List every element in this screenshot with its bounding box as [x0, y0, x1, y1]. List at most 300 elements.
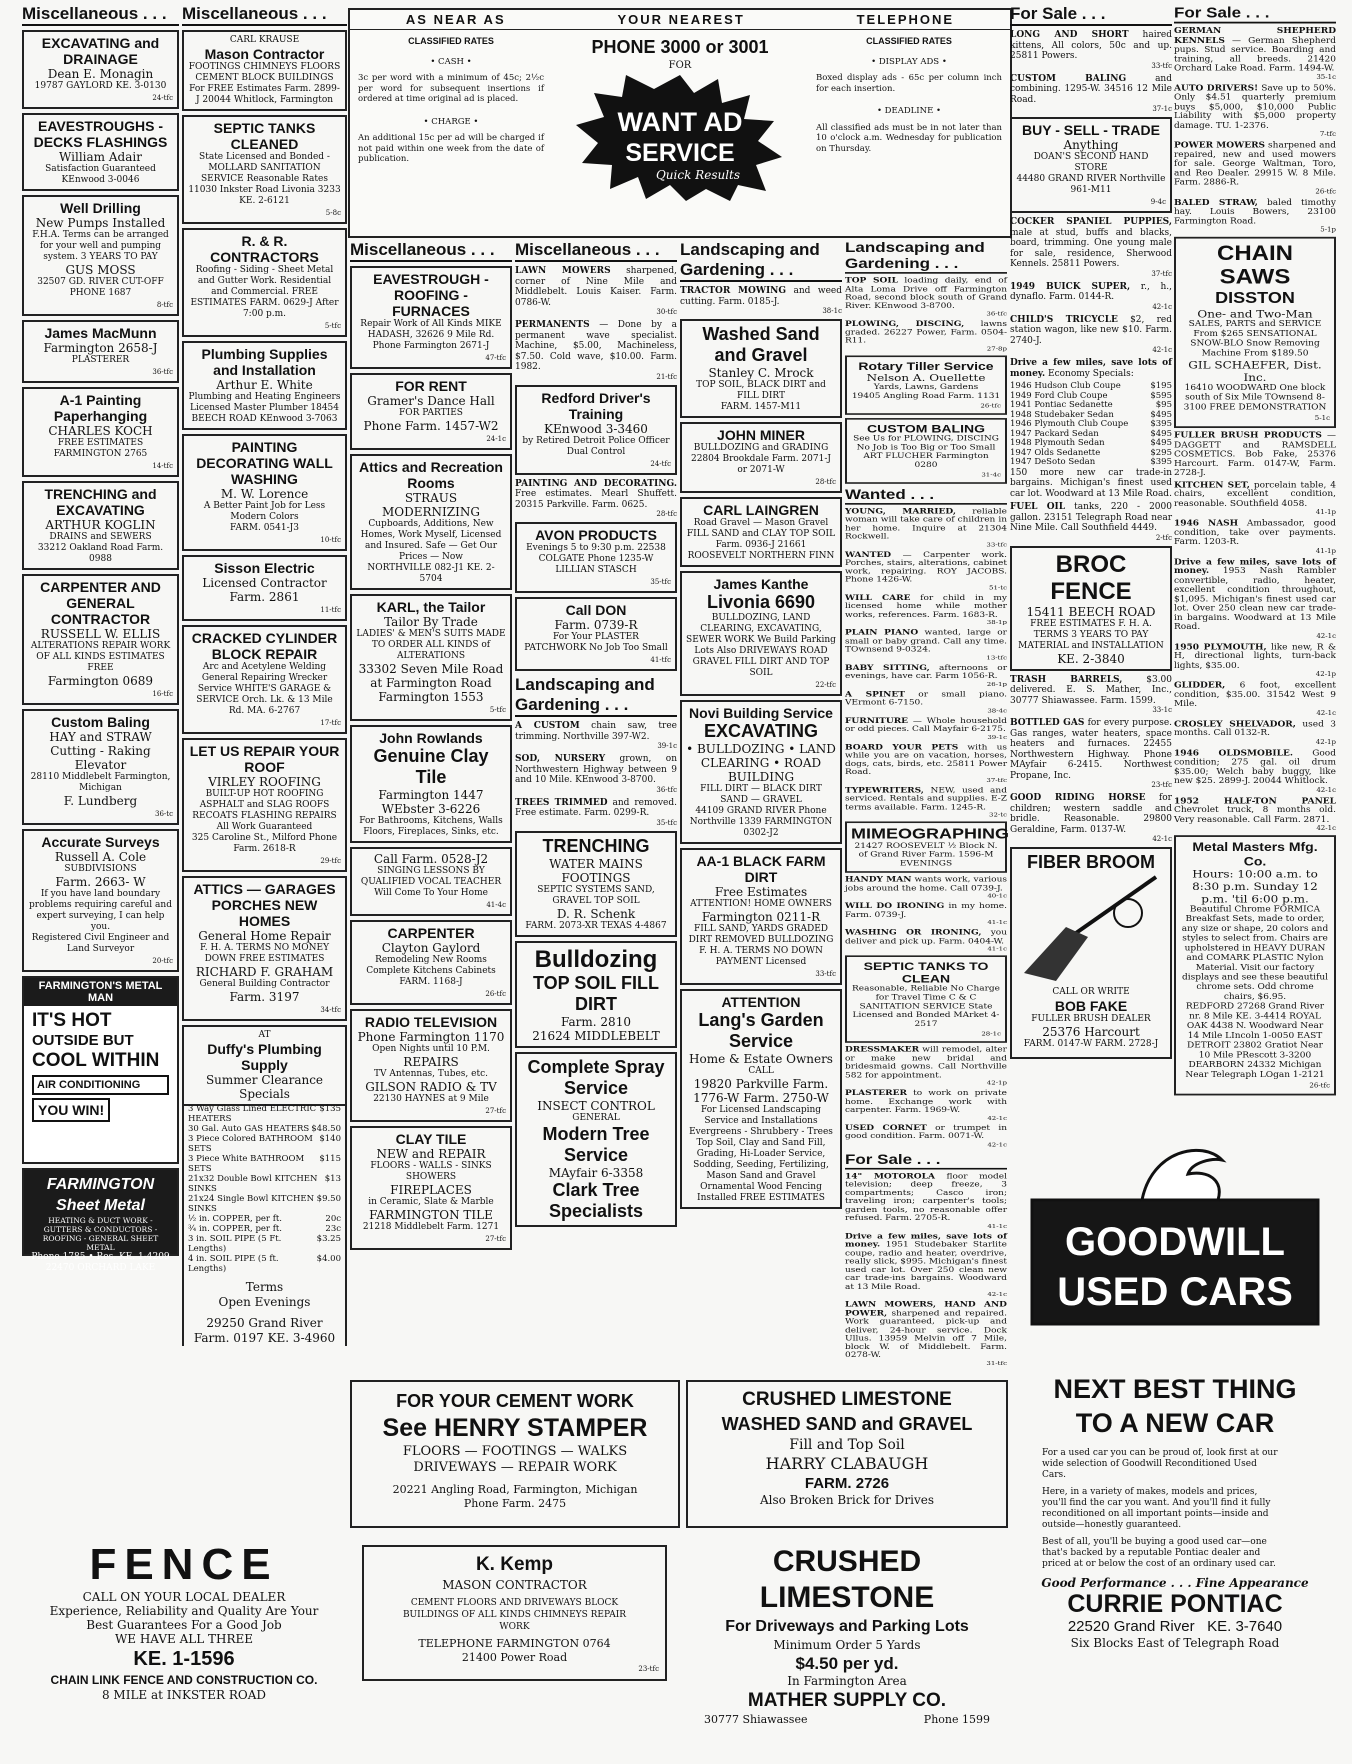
- classified-text: Chevrolet truck, 8 months old. Very reasonable. Call Farm. 2871.: [1174, 805, 1336, 825]
- classified-keyword: PAINTING AND DECORATING.: [515, 478, 677, 489]
- price-row: [188, 1134, 341, 1154]
- ad-text: Beautiful Chrome FORMICA Breakfast Sets, made to order, any size or shape, 20 colors and styles to select from. Chairs are upholstered in HEAVY DURAN and COMARK PLASTIC Nylon Material. Visit our factory displays and see these beautiful chrome sets. Odd chrome chairs, $6.95.: [1181, 905, 1329, 1002]
- ad-text: Satisfaction Guaranteed: [45, 164, 156, 174]
- clabaugh-ad: [686, 1380, 1008, 1528]
- ad-box: [182, 625, 347, 734]
- section-heading: Landscaping and Gardening . . .: [515, 675, 677, 717]
- classified-tag: 39-1c: [657, 742, 677, 750]
- ad-title: Accurate Surveys: [41, 834, 160, 850]
- ad-box: [350, 373, 512, 450]
- ad-box: [22, 709, 179, 825]
- ad-text: Licensed Master Plumber 18454 BEECH ROAD KEnwood 3-7063: [189, 403, 340, 424]
- fiber-broom-ad: [1010, 847, 1172, 1059]
- classified-keyword: FULLER BRUSH PRODUCTS: [1174, 431, 1322, 441]
- want-ad-center: [550, 34, 810, 207]
- sheet-metal-ad: [22, 1168, 179, 1273]
- price-value: $13: [324, 1174, 341, 1184]
- ad-title: EAVESTROUGH - ROOFING - FURNACES: [373, 271, 489, 319]
- ad-line: New Pumps Installed: [35, 216, 166, 230]
- ad-kicker: CARL KRAUSE: [229, 35, 300, 45]
- classified-tag: 42-1c: [1316, 632, 1336, 640]
- ad-text: Also Broken Brick for Drives: [759, 1493, 935, 1507]
- ad-box: [845, 355, 1007, 414]
- ad-text: FREE ESTIMATES: [57, 438, 144, 448]
- broom-bristles: [1024, 927, 1088, 981]
- ad-title: Sisson Electric: [214, 560, 315, 576]
- rates-text: An additional 15c per ad will be charged if not paid within one week from the date of publication.: [358, 133, 544, 164]
- ad-text: 22130 HAYNES at 9 Mile: [373, 1094, 489, 1104]
- ad-text: FLOORS - WALLS - SINKS SHOWERS: [370, 1161, 492, 1182]
- ad-title: Duffy's Plumbing Supply: [207, 1041, 322, 1073]
- ad-phone: KE. 1-1596: [133, 1648, 235, 1670]
- ad-line: Gramer's Dance Hall: [367, 394, 495, 408]
- ad-text: 16410 WOODWARD One block south of Six Mile TOwnsend 8-3100 FREE DEMONSTRATION: [1183, 383, 1327, 413]
- ad-title: Plumbing Supplies and Installation: [201, 346, 328, 378]
- classified-text: in my home. Farm. 0739-J.: [845, 902, 1007, 919]
- ad-text: Open Nights until 10 P.M.: [372, 1044, 490, 1054]
- ad-title: CRUSHED LIMESTONE: [742, 1389, 952, 1410]
- ad-text: SUBDIVISIONS: [64, 864, 137, 874]
- classified-keyword: SOD, NURSERY: [515, 754, 606, 764]
- dealer-name: CURRIE PONTIAC: [1067, 1590, 1283, 1618]
- ad-text: CEMENT FLOORS AND DRIVEWAYS BLOCK BUILDINGS OF ALL KINDS CHIMNEYS REPAIR WORK: [402, 1598, 627, 1632]
- classified-keyword: 1946 NASH: [1174, 519, 1239, 529]
- column-6: [845, 240, 1010, 1370]
- metal-man-line: IT'S HOT: [32, 1010, 112, 1031]
- classified-text: for every purpose. Gas ranges, water heaters, space heaters and furnaces. 22455 Northwestern Highway. Phone MAyfair 6-2415. Northwest Propane, Inc.: [1010, 718, 1172, 781]
- classified-text: baled timothy hay. Louis Bowers, 23100 Farmington Road.: [1174, 198, 1336, 226]
- ad-box: [515, 522, 677, 593]
- classified-ad: [1174, 643, 1336, 679]
- ad-text: DRAINS and SEWERS: [49, 532, 152, 542]
- ad-box: [515, 831, 677, 937]
- ad-tag: 29-tfc: [320, 857, 341, 865]
- goodwill-headline: TO A NEW CAR: [1075, 1408, 1275, 1438]
- ad-title: Lang's Garden Service: [698, 1010, 824, 1051]
- car-price: $95: [1155, 400, 1172, 410]
- ad-text: SALES, PARTS and SERVICE From $265 SENSATIONAL SNOW-BLO Snow Removing Machine From $189.50: [1188, 320, 1322, 359]
- classified-text: for children; western saddle and bridle. Reasonable. 29800 Geraldine, Farm. 0137-W.: [1010, 793, 1172, 835]
- rates-text: All classified ads must be in not later than 10 o'clock a.m. Wednesday for publication on Thursday.: [816, 122, 1002, 154]
- classified-tag: 42-1p: [1315, 738, 1336, 746]
- ad-title: EXCAVATING: [703, 721, 818, 741]
- ad-text: CALL OR WRITE: [1052, 987, 1130, 997]
- classified-text: r., h., dynaflo. Farm. 0144-R.: [1010, 281, 1172, 302]
- classified-ad: [845, 787, 1007, 819]
- ad-line: 15411 BEECH ROAD: [1026, 604, 1156, 619]
- ad-box: [350, 454, 512, 590]
- column-1: [22, 4, 179, 1273]
- ad-title: Mason Contractor: [204, 46, 325, 62]
- ad-title: CARPENTER AND GENERAL CONTRACTOR: [40, 579, 161, 627]
- ad-line: Russell A. Cole: [54, 850, 147, 864]
- classified-ad: [845, 277, 1007, 318]
- ad-text: ALTERATIONS REPAIR WORK OF ALL KINDS ESTIMATES FREE: [30, 641, 171, 673]
- classified-tag: 21-tfc: [656, 372, 677, 381]
- car-model: 1947 Olds Sedanette: [1010, 447, 1101, 458]
- classified-tag: 7-tfc: [1319, 130, 1336, 138]
- ad-title: John Rowlands: [379, 730, 483, 746]
- classified-text: chain saw, tree trimming. Northville 397-W2.: [515, 721, 677, 742]
- goodwill-ad: [1012, 1110, 1338, 1650]
- ad-text: Experience, Reliability and Quality Are Your Best Guarantees For a Good Job: [49, 1604, 319, 1632]
- classified-tag: 42-1c: [987, 1291, 1007, 1298]
- classified-keyword: DRESSMAKER: [845, 1046, 920, 1055]
- classified-ad: [680, 286, 842, 316]
- rates-text: 3c per word with a minimum of 45c; 2½c per word for subsequent insertions if ordered at time original ad is placed.: [358, 73, 544, 104]
- ad-subtitle: WASHED SAND and GRAVEL: [721, 1414, 973, 1434]
- ad-address: 22470 ORCHARD LAKE: [45, 1263, 156, 1273]
- ad-box: [515, 941, 677, 1048]
- classified-ad: [1010, 282, 1172, 312]
- ad-line: Farm. 2861: [229, 590, 300, 604]
- ad-title: BUY - SELL - TRADE: [1022, 122, 1160, 138]
- ad-line: Call Farm. 0528-J2: [373, 852, 489, 866]
- price-value: $135: [319, 1104, 341, 1114]
- broom-badge: [1114, 899, 1142, 927]
- ad-text: BULLDOZING, LAND CLEARING, EXCAVATING, SEWER WORK We Build Parking Lots Also DRIVEWAYS ROAD GRAVEL FILL DIRT AND TOP SOIL: [686, 613, 836, 678]
- ad-title: Complete Spray Service: [527, 1056, 665, 1098]
- ad-address: 8 MILE at INKSTER ROAD: [101, 1688, 266, 1702]
- price-item: 21x24 Single Bowl KITCHEN SINKS: [188, 1194, 315, 1214]
- ad-kicker: AT: [258, 1030, 271, 1040]
- ad-line: Farmington 1447 WEbster 3-6226: [378, 788, 484, 816]
- column-3: [350, 240, 512, 1254]
- ad-title: ATTICS — GARAGES PORCHES NEW HOMES: [193, 881, 336, 929]
- ad-box: [1174, 835, 1336, 1095]
- ad-line: M. W. Lorence: [220, 487, 309, 501]
- ad-tag: 33-tfc: [815, 970, 836, 978]
- ad-box: [680, 700, 842, 844]
- ad-box: [22, 320, 179, 383]
- ad-box: [680, 319, 842, 418]
- ad-title: AA-1 BLACK FARM DIRT: [696, 853, 826, 885]
- ad-box: [22, 481, 179, 570]
- classified-text: wanted, large or small or baby grand. Call any time. TOwnsend 9-0324.: [845, 628, 1007, 654]
- ad-box: [1010, 546, 1172, 671]
- rates-left: [358, 36, 544, 165]
- classified-tag: 32-tc: [988, 811, 1007, 819]
- classified-text: Save up to 50%. Only $4.51 quarterly premium buys $5,000, $10,000 Public Liability with $5,000 property damage. TU. 1-2376.: [1174, 84, 1336, 131]
- ad-box: [680, 497, 842, 567]
- ad-text: FARM. 0541-J3: [230, 523, 299, 533]
- price-item: 30 Gal. Auto GAS HEATERS: [188, 1124, 310, 1134]
- ad-text: PLASTERER: [71, 355, 130, 365]
- ad-box: [22, 829, 179, 972]
- ad-line: William Adair: [59, 150, 142, 164]
- ad-text: FULLER BRUSH DEALER: [1031, 1014, 1151, 1024]
- kemp-ad: [362, 1545, 667, 1681]
- ad-tag: 35-tfc: [650, 578, 671, 586]
- classified-text: and removed. Free estimate. Farm. 0299-R.: [515, 797, 677, 818]
- column-7: [1010, 4, 1172, 1063]
- price-item: 3 in. SOIL PIPE (5 Ft. Lengths): [188, 1234, 282, 1254]
- metal-man-title: FARMINGTON'S METAL MAN: [24, 978, 177, 1006]
- ad-line: Farmington 0689: [47, 674, 154, 688]
- ad-box: [350, 920, 512, 1005]
- classified-text: like new, R & H, directional lights, turn-back lights, $35.00.: [1174, 642, 1336, 671]
- classified-ad: [1174, 198, 1336, 234]
- ad-tag: 5-1c: [1314, 414, 1330, 422]
- ad-text: No Job is Too Big or Too Small ART FLUCHER Farmington 0280: [856, 443, 996, 469]
- classified-keyword: 14" MOTOROLA: [845, 1172, 935, 1181]
- classified-tag: 26-tfc: [1315, 187, 1336, 195]
- ad-text: State Licensed and Bonded - MOLLARD SANITATION SERVICE Reasonable Rates 11030 Inkster Road Livonia 3233 KE. 2-6121: [188, 152, 341, 206]
- classified-tag: 42-1c: [987, 1141, 1007, 1148]
- ad-text: 19405 Angling Road Farm. 1131: [851, 391, 1001, 400]
- classified-text: for child in my licensed home while mother works, references. Farm. 1683-R.: [845, 594, 1007, 619]
- price-row: [188, 1194, 341, 1214]
- ad-tag: 26-tfc: [1309, 1082, 1330, 1090]
- ad-tag: 36-tc: [154, 810, 173, 818]
- ad-text: For Licensed Landscaping Service and Installations Evergreens - Shrubbery - Trees Top Soil, Clay and Sand Fill, Grading, Hi-Loader Service, Sodding, Seeding, Fertilizing, Mason Sand and Gravel Ornamental Wood Fencing Installed FREE ESTIMATES: [689, 1105, 833, 1203]
- ad-tag: 47-tfc: [485, 354, 506, 362]
- ad-title: James Kanthe: [713, 576, 809, 592]
- car-price: $295: [1150, 447, 1172, 458]
- classified-keyword: WANTED: [845, 550, 892, 559]
- ad-tag: 26-tfc: [980, 402, 1001, 409]
- classified-tag: 42-1c: [1316, 824, 1336, 832]
- classified-text: 1953 Nash Rambler convertible, radio, heater, excellent condition throughout, $1,095. Michigan's finest used car lot. Over 250 clean new car trade-in bargains. Woodward at 13 Mile Road.: [1174, 566, 1336, 632]
- ad-box: [845, 821, 1010, 872]
- classified-keyword: GERMAN SHEPHERD KENNELS: [1174, 27, 1336, 46]
- classified-text: Free estimates. Mearl Shuffett. 20315 Parkville. Farm. 0625.: [515, 489, 677, 510]
- service-text: SERVICE: [625, 139, 735, 167]
- dealer-address: 22520 Grand River: [1067, 1618, 1195, 1635]
- classified-text: haired kittens, All colors, 50c and up. 25811 Powers.: [1010, 30, 1172, 61]
- classified-text: — DAGGETT and RAMSDELL COSMETICS. Bob Fake, 25376 Harcourt. Farm. 0147-W, Farm. 2728-J.: [1174, 431, 1336, 478]
- classified-text: afternoons or evenings, have car. Farm 1056-R.: [845, 663, 1007, 681]
- classified-keyword: 1949 BUICK SUPER,: [1010, 281, 1131, 292]
- classified-text: you deliver and pick up. Farm. 0404-W.: [845, 928, 1007, 946]
- goodwill-paragraph: Here, in a variety of makes, models and prices, you'll find the car you want. And you'll find it fully reconditioned on all important points—inside and outside—honestly guaranteed.: [1042, 1487, 1271, 1530]
- ad-text: Repair Work of All Kinds MIKE HADASH, 32626 9 Mile Rd. Phone Farmington 2671-J: [360, 319, 502, 351]
- classified-text: 1951 Studebaker Starlite coupe, radio and heater, overdrive, really slick, $995. Michigan's finest used car lot. Over 250 clean new car trade-ins bargains. Woodward at 13 Mile Road.: [845, 1240, 1007, 1292]
- classified-text: tanks, 220 - 2000 gallon. 23151 Telegraph Road near Nine Mile. Call Southfield 4449.: [1010, 502, 1172, 533]
- rates-label: • CHARGE •: [423, 116, 479, 127]
- price-row: [188, 1214, 341, 1224]
- metal-man-line: YOU WIN!: [32, 1098, 110, 1122]
- classified-ad: [1174, 681, 1336, 717]
- ad-text: REDFORD 27268 Grand River nr. 8 Mile KE. 3-4414 ROYAL OAK 4438 N. Woodward Near 14 Mile LIncoln 1-0050 EAST DETROIT 23802 Gratiot Near 10 Mile PRescott 3-3200 DEARBORN 24332 Michigan Near Telegraph LOgan 1-2121: [1185, 1002, 1325, 1080]
- duffy-open: Open Evenings: [218, 1295, 311, 1309]
- ad-subtitle: MASON CONTRACTOR: [442, 1578, 587, 1592]
- ad-text: FILL DIRT — BLACK DIRT SAND — GRAVEL: [700, 784, 822, 805]
- ad-text: FILL SAND, YARDS GRADED DIRT REMOVED BULLDOZING: [688, 924, 834, 945]
- ad-address: 25376 Harcourt: [1042, 1025, 1140, 1039]
- classified-text: will remodel, alter or make new bridal and bridesmaid gowns. Call Northville 582 for appointment.: [845, 1046, 1007, 1080]
- metal-man-line: AIR CONDITIONING: [32, 1075, 169, 1095]
- metal-man-line: OUTSIDE BUT: [32, 1032, 134, 1049]
- classified-tag: 42-1p: [986, 1079, 1007, 1087]
- ad-text: DOAN'S SECOND HAND STORE: [1033, 152, 1149, 173]
- classified-keyword: YOUNG, MARRIED,: [845, 507, 956, 516]
- classified-keyword: LAWN MOWERS: [515, 266, 611, 276]
- want-ad-starburst: [570, 73, 790, 203]
- classified-keyword: POWER MOWERS: [1174, 141, 1266, 151]
- classified-tag: 28-tfc: [656, 510, 677, 518]
- classified-ad: [845, 594, 1007, 626]
- classified-tag: 40-1c: [987, 892, 1007, 900]
- ad-line: Farmington 0211-R: [701, 910, 821, 924]
- classified-keyword: TRACTOR MOWING: [680, 286, 787, 296]
- ad-title: FOR YOUR CEMENT WORK: [396, 1391, 634, 1411]
- classified-ad: [1174, 558, 1336, 640]
- ad-text: LADIES' & MEN'S SUITS MADE TO ORDER ALL KINDS of ALTERATIONS: [356, 629, 506, 661]
- price-row: [188, 1154, 341, 1174]
- ad-title: Attics and Recreation Rooms: [359, 459, 503, 491]
- ad-line: • BULLDOZING • LAND CLEARING • ROAD BUILDING: [686, 742, 836, 784]
- ad-title: FARMINGTON Sheet Metal: [46, 1176, 155, 1214]
- classified-keyword: TRASH BARRELS,: [1010, 674, 1123, 685]
- classified-keyword: BOTTLED GAS: [1010, 718, 1085, 728]
- ad-box: [350, 594, 512, 721]
- ad-box: [22, 195, 179, 316]
- ad-text: Road Gravel — Mason Gravel FILL SAND and CLAY TOP SOIL: [686, 518, 836, 539]
- classified-ad: [1174, 432, 1336, 478]
- classified-keyword: PLAIN PIANO: [845, 628, 919, 637]
- classified-ad: [1174, 481, 1336, 517]
- quick-results-text: Quick Results: [655, 168, 741, 182]
- ad-text: 325 Caroline St., Milford Phone Farm. 2618-R: [191, 833, 338, 854]
- column-4: [515, 240, 677, 1231]
- classified-text: to work on private home. Exchange work with carpenter. Farm. 1969-W.: [845, 1089, 1007, 1115]
- ad-title: Novi Building Service: [689, 705, 833, 721]
- ad-line: WATER MAINS FOOTINGS: [549, 856, 643, 885]
- ad-address: 21400 Power Road: [461, 1651, 568, 1664]
- duffy-terms: Terms: [245, 1280, 284, 1294]
- classified-tag: 39-1c: [987, 733, 1007, 741]
- ad-phone: Phone 1785 • Res. KE. 1-4209: [31, 1252, 170, 1262]
- classified-tag: 27-8p: [986, 345, 1007, 352]
- column-2: [182, 4, 347, 1346]
- classified-ad: [515, 754, 677, 795]
- classified-keyword: TOP SOIL: [845, 276, 898, 285]
- ad-title: TOP SOIL FILL DIRT: [532, 972, 660, 1014]
- ad-title: Well Drilling: [60, 200, 141, 216]
- classified-keyword: Drive a few miles, save lots of money.: [1010, 358, 1172, 379]
- classified-ad: [845, 664, 1007, 688]
- classified-ad: [1010, 675, 1172, 716]
- ad-title: LET US REPAIR YOUR ROOF: [189, 743, 340, 775]
- price-row: [188, 1234, 341, 1254]
- ad-box: [350, 1009, 512, 1122]
- ad-title: ATTENTION: [721, 994, 801, 1010]
- ad-title: PAINTING DECORATING WALL WASHING: [196, 439, 333, 487]
- classified-keyword: 1946 OLDSMOBILE.: [1174, 748, 1293, 758]
- ad-tag: 11-tfc: [320, 606, 341, 614]
- classified-keyword: WILL DO IRONING: [845, 902, 945, 911]
- ad-line: Tailor By Trade: [384, 615, 478, 629]
- ad-text: NORTHVILLE 082-J1 KE. 2-5704: [367, 563, 495, 584]
- ad-tag: 41-4c: [486, 901, 506, 909]
- classified-ad: [845, 1232, 1007, 1298]
- classified-tag: 33-tfc: [986, 541, 1007, 548]
- duffy-address: 29250 Grand River: [206, 1316, 323, 1330]
- rates-label: • CASH •: [430, 56, 472, 67]
- classified-ad: [515, 721, 677, 751]
- classified-tag: 41-1c: [987, 945, 1007, 953]
- classified-tag: 51-tc: [988, 584, 1007, 591]
- ad-box: [182, 228, 347, 337]
- ad-text: FARM. 1457-M11: [720, 402, 802, 412]
- ad-title: Custom Baling: [51, 714, 150, 730]
- car-price-list: [1010, 382, 1172, 468]
- classified-text: loading daily, end of Alta Loma Drive off Farmington Road, second block south of Grand River. KEnwood 3-8700.: [845, 276, 1007, 311]
- ad-line: FIREPLACES: [390, 1183, 472, 1197]
- ad-line: Nelson A. Ouellette: [866, 371, 986, 384]
- ad-title: CHAIN SAWS: [1217, 241, 1293, 290]
- classified-text: — German Shepherd pups. Stud service. Boarding and training, all breeds. 21420 Orchard Lake Road. Farm. 1494-W.: [1174, 36, 1336, 74]
- price-item: 3 Piece Colored BATHROOM SETS: [188, 1134, 313, 1154]
- ad-box: [680, 848, 842, 985]
- ad-tag: 26-tfc: [485, 990, 506, 998]
- ad-text: FOR PARTIES: [399, 408, 463, 418]
- ad-text: Remodeling New Rooms Complete Kitchens Cabinets: [366, 955, 496, 976]
- ad-line: HAY and STRAW Cutting - Raking Elevator: [49, 730, 152, 772]
- ad-text: Yards, Lawns, Gardens: [873, 383, 979, 392]
- classified-text: or trumpet in good condition. Farm. 0071-W.: [845, 1124, 1007, 1141]
- ad-box: [182, 555, 347, 621]
- classified-ad: [1174, 519, 1336, 555]
- ad-box: [22, 113, 179, 191]
- ad-text: Arc and Acetylene Welding General Repairing Wrecker Service WHITE'S GARAGE & SERVICE Orch. Lk. & 13 Mile Rd. MA. 6-2767: [196, 662, 333, 716]
- ad-line: GUS MOSS: [65, 263, 136, 277]
- duffy-phone: Farm. 0197 KE. 3-4960: [193, 1331, 336, 1345]
- price-row: [188, 1174, 341, 1194]
- price-value: $115: [319, 1154, 341, 1164]
- classified-tag: 42-1c: [1152, 835, 1172, 843]
- ad-title: FOR RENT: [395, 378, 467, 394]
- ad-line: GILSON RADIO & TV: [365, 1080, 497, 1094]
- ad-box: [182, 341, 347, 430]
- ad-box: [680, 571, 842, 696]
- classified-ad: [1174, 749, 1336, 794]
- starburst-shape: [576, 75, 782, 201]
- classified-tag: 36-tfc: [656, 785, 677, 794]
- classified-ad: [515, 479, 677, 520]
- ad-box: [350, 725, 512, 843]
- classified-tag: 42-1c: [1316, 709, 1336, 717]
- classified-text: sharpened, corner of Nine Mile and Middlebelt. Louis Kaiser. Farm. 0786-W.: [515, 266, 677, 308]
- ad-box: [845, 955, 1007, 1042]
- ad-line: Phone Farmington 1170: [357, 1030, 505, 1044]
- ad-text: Farm. 0936-J 21661 ROOSEVELT NORTHERN FINN: [687, 540, 835, 561]
- ad-phone: Phone 1599: [923, 1713, 990, 1726]
- classified-ad: [845, 690, 1007, 714]
- classified-tag: 33-tfc: [1151, 61, 1172, 70]
- ad-text: 28110 Middlebelt Farmington, Michigan: [30, 772, 171, 793]
- goodwill-paragraph: For a used car you can be proud of, look first at our wide selection of Goodwill Reconditioned Used Cars.: [1042, 1448, 1278, 1480]
- classified-text: 6 foot, excellent condition, $35.00. 31542 West 9 Mile.: [1174, 681, 1336, 709]
- section-heading: Wanted . . .: [845, 487, 1007, 505]
- ad-title: R. & R. CONTRACTORS: [210, 233, 319, 265]
- ad-tag: 14-tfc: [152, 462, 173, 470]
- classified-text: Good condition; 275 gal. oil drum $35.00; Welch baby buggy, like new $25. 2899-J. 20044 Whitlock.: [1174, 748, 1336, 786]
- classified-ad: [1010, 315, 1172, 356]
- classified-text: used 3 months. Call 0132-R.: [1174, 719, 1336, 738]
- ad-line: CHARLES KOCH: [48, 424, 153, 438]
- ad-title: Genuine Clay Tile: [373, 746, 489, 787]
- metal-man-line: COOL WITHIN: [32, 1050, 160, 1071]
- ad-company: CHAIN LINK FENCE AND CONSTRUCTION CO.: [50, 1673, 318, 1687]
- car-model: 1948 Studebaker Sedan: [1010, 409, 1114, 420]
- classified-tag: 42-1p: [1315, 670, 1336, 678]
- ad-tag: 17-tfc: [320, 719, 341, 727]
- classified-text: $2, red station wagon, like new $10. Farm. 2740-J.: [1010, 314, 1172, 346]
- classified-ad: [1010, 793, 1172, 844]
- ad-title: CARPENTER: [387, 925, 475, 941]
